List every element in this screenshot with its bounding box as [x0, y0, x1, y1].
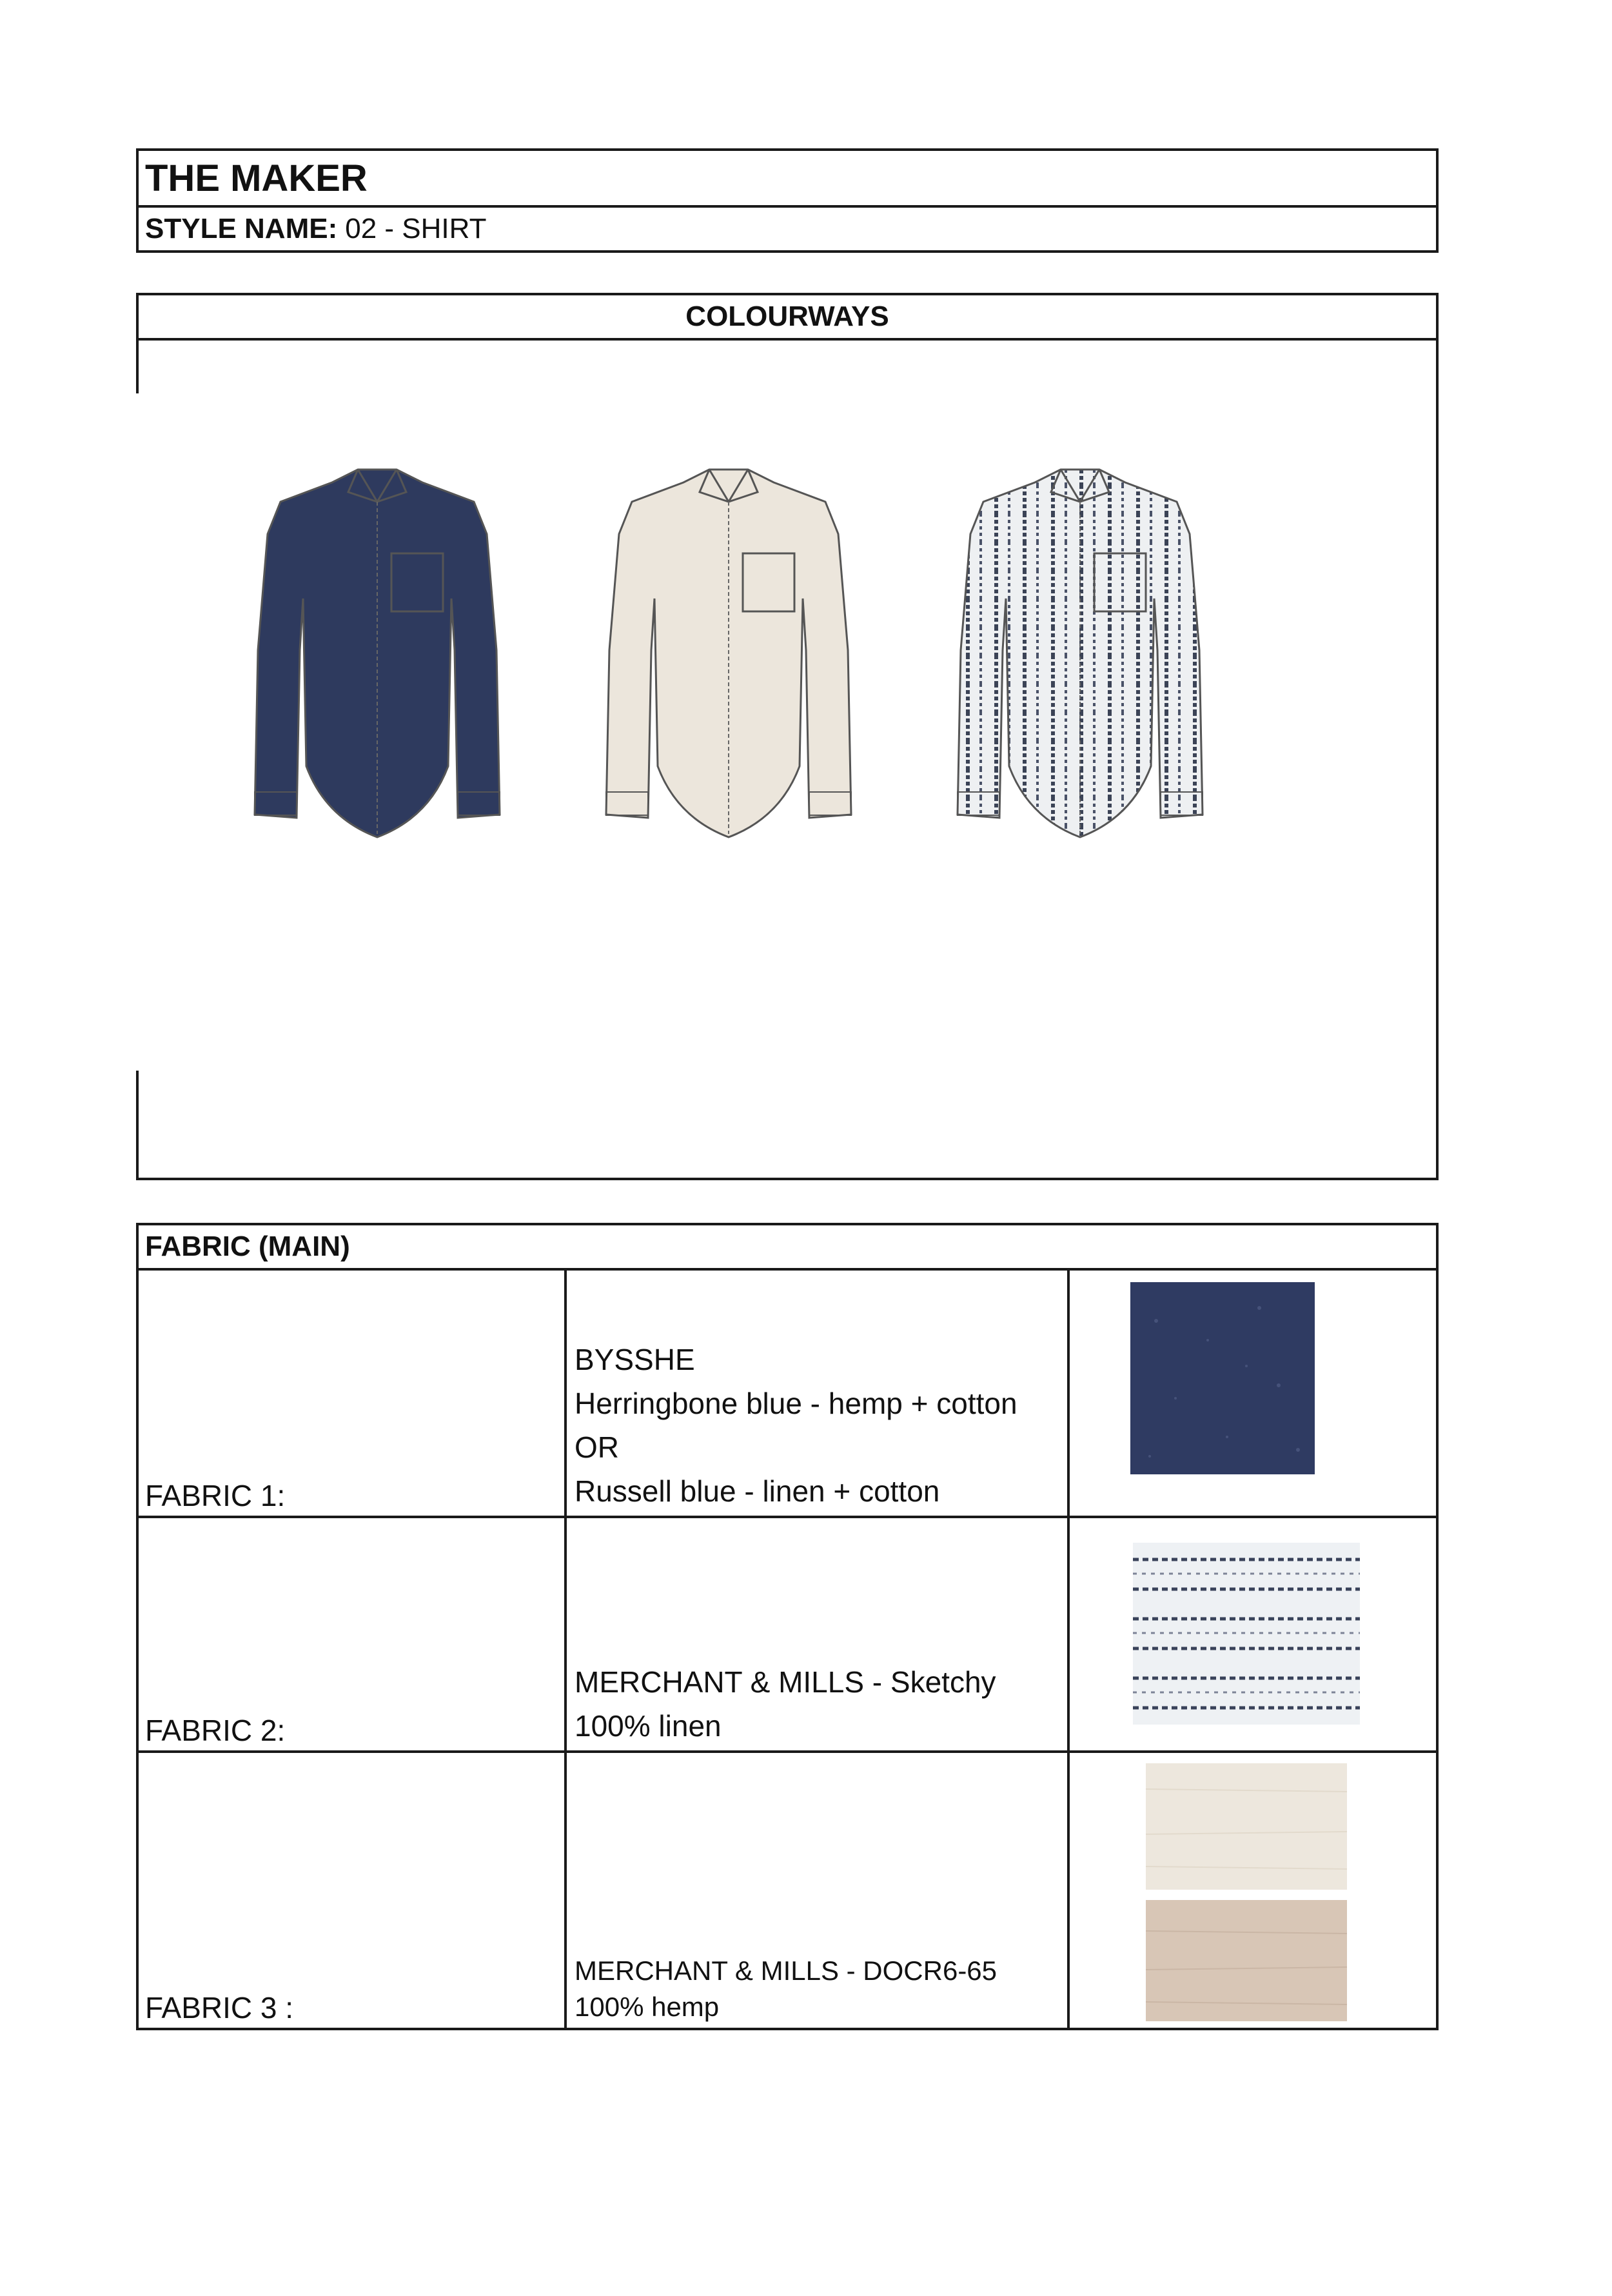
- fabric-row: [139, 1518, 1436, 1753]
- striped-shirt: [958, 470, 1203, 837]
- fabric-swatch-hemp: [1146, 1763, 1347, 2021]
- fabric-label: FABRIC 2:: [145, 1714, 286, 1747]
- fabric-line: Russell blue - linen + cotton: [575, 1474, 940, 1508]
- style-name-value: 02 - SHIRT: [345, 213, 487, 244]
- shirt-illustrations: [203, 457, 1364, 908]
- fabric-table: [136, 1223, 1439, 2030]
- fabric-line: BYSSHE: [575, 1343, 695, 1376]
- fabric-label: FABRIC 3 :: [145, 1991, 294, 2024]
- fabric-line: MERCHANT & MILLS - DOCR6-65: [575, 1955, 998, 1986]
- style-name-row: [139, 208, 1436, 250]
- fabric-row: [139, 1268, 1436, 1518]
- colourways-title: COLOURWAYS: [139, 295, 1436, 341]
- fabric-row: [139, 1753, 1436, 2028]
- fabric-description: [575, 1338, 1017, 1513]
- fabric-line: MERCHANT & MILLS - Sketchy: [575, 1665, 996, 1699]
- style-header: [136, 148, 1439, 253]
- fabric-line: 100% hemp: [575, 1992, 720, 2022]
- fabric-swatch-navy: [1130, 1282, 1315, 1474]
- fabric-line: OR: [575, 1430, 619, 1464]
- fabric-swatch-stripe: [1133, 1543, 1360, 1725]
- fabric-description: [575, 1660, 996, 1748]
- colourways-panel: [136, 293, 1439, 1180]
- brand-title: THE MAKER: [139, 151, 1436, 208]
- style-name-label: STYLE NAME:: [145, 213, 338, 244]
- natural-shirt: [606, 470, 851, 837]
- navy-shirt: [255, 470, 500, 837]
- fabric-label: FABRIC 1:: [145, 1479, 286, 1512]
- fabric-line: Herringbone blue - hemp + cotton: [575, 1387, 1017, 1420]
- fabric-table-title: FABRIC (MAIN): [139, 1225, 1436, 1271]
- fabric-line: 100% linen: [575, 1709, 722, 1743]
- fabric-description: [575, 1953, 997, 2025]
